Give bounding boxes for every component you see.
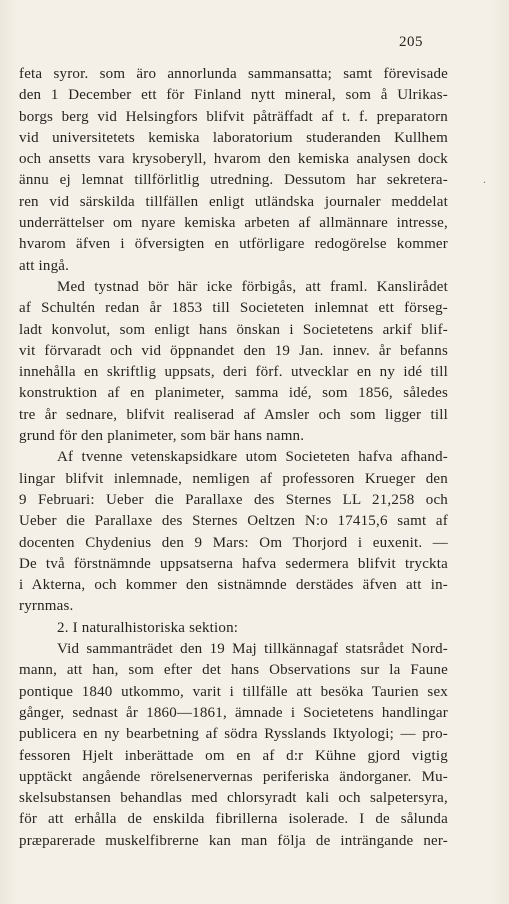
- text-line: skelsubstansen behandlas med chlorsyradt kali och salpetersyra,: [19, 790, 448, 807]
- text-line: tre år sednare, blifvit realiserad af Amsler och som ligger till: [19, 406, 448, 423]
- text-line: De två förstnämnde uppsatserna hafva sedermera blifvit tryckta: [19, 555, 448, 572]
- text-line: den 1 December ett för Finland nytt mineral, som å Ulrikas-: [19, 87, 448, 104]
- margin-mark: .: [483, 172, 486, 186]
- text-line: præparerade muskelfibrerne kan man följa de inträngande ner-: [19, 832, 448, 849]
- text-line: pontique 1840 utkommo, varit i tillfälle att besöka Taurien sex: [19, 683, 448, 700]
- text-line: lingar blifvit inlemnade, nemligen af professoren Krueger den: [19, 470, 448, 487]
- text-line: borgs berg vid Helsingfors blifvit påträffadt af t. f. preparatorn: [19, 108, 448, 125]
- text-line: Vid sammanträdet den 19 Maj tillkännagaf statsrådet Nord-: [57, 641, 448, 658]
- text-line: underrättelser om nyare kemiska arbeten af allmännare intresse,: [19, 215, 448, 232]
- text-line: ren vid särskilda tillfällen enligt utländska journaler meddelat: [19, 193, 448, 210]
- text-line: Med tystnad bör här icke förbigås, att framl. Kanslirådet: [57, 278, 448, 295]
- text-line: Af tvenne vetenskapsidkare utom Societeten hafva afhand-: [57, 449, 448, 466]
- text-line: grund för den planimeter, som bär hans namn.: [19, 428, 305, 445]
- text-line: och ansetts vara krysoberyll, hvarom den kemiska analysen dock: [19, 151, 448, 168]
- text-line: af Schultén redan år 1853 till Societeten inlemnat ett förseg-: [19, 300, 448, 317]
- text-line: mann, att han, som efter det hans Observations sur la Faune: [19, 662, 448, 679]
- section-heading: 2. I naturalhistoriska sektion:: [57, 619, 239, 636]
- page-number: 205: [399, 34, 423, 50]
- text-line: ännu ej lemnat tillförlitlig utredning. Dessutom har sekretera-: [19, 172, 448, 189]
- body-text: [19, 64, 448, 852]
- text-line: konstruktion af en planimeter, samma idé, som 1856, således: [19, 385, 448, 402]
- text-line: publicera en ny bearbetning af södra Rysslands Iktyologi; — pro-: [19, 726, 448, 743]
- text-line: fessoren Hjelt inberättade om en af d:r Kühne gjord vigtig: [19, 747, 448, 764]
- text-line: att ingå.: [19, 257, 70, 274]
- text-line: upptäckt angående rörelsenervernas periferiska ändorganer. Mu-: [19, 768, 448, 785]
- text-line: docenten Chydenius den 9 Mars: Om Thorjord i euxenit. —: [19, 534, 448, 551]
- text-line: i Akterna, och kommer den sistnämnde derstädes äfven att in-: [19, 577, 448, 594]
- text-line: feta syror. som äro annorlunda sammansatta; samt förevisade: [19, 66, 448, 82]
- text-line: gånger, sednast år 1860—1861, ämnade i Societetens handlingar: [19, 704, 448, 721]
- text-line: innehålla en skriftlig uppsats, deri förf. utvecklar en ny idé till: [19, 364, 448, 381]
- text-line: ladt konvolut, som enligt hans önskan i Societetens arkif blif-: [19, 321, 448, 338]
- text-line: vid universitetets kemiska laboratorium studeranden Kullhem: [19, 129, 448, 146]
- text-line: Ueber die Parallaxe des Sternes Oeltzen N:o 17415,6 samt af: [19, 513, 448, 530]
- text-line: för att erhålla de enskilda fibrillerna isolerade. I de sålunda: [19, 811, 448, 828]
- text-line: 9 Februari: Ueber die Parallaxe des Sternes LL 21,258 och: [19, 491, 448, 508]
- text-line: ryrnmas.: [19, 598, 74, 615]
- text-line: hvarom äfven i öfversigten en utförligare redogörelse kommer: [19, 236, 448, 253]
- text-line: vit förvaradt och vid öppnandet den 19 Jan. innev. år befanns: [19, 342, 448, 359]
